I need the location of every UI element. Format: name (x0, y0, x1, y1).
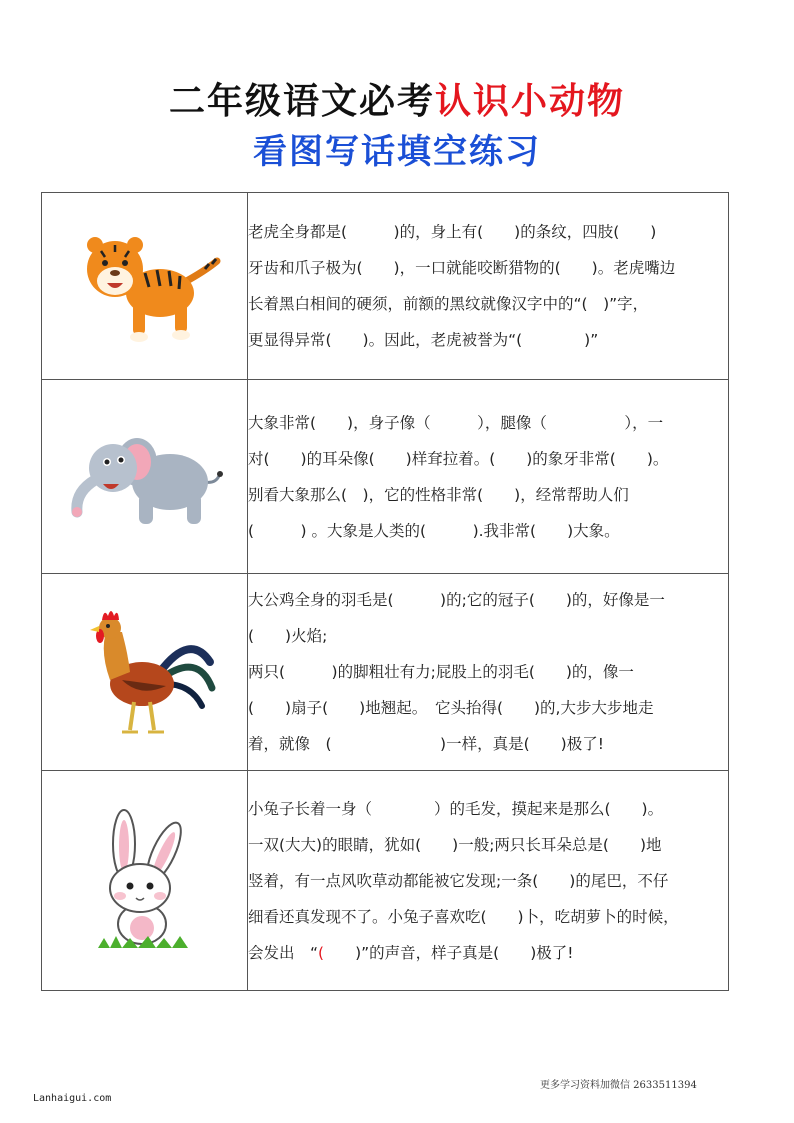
exercise-table (41, 192, 729, 991)
text-line: 竖着，有一点风吹草动都能被它发现;一条( )的尾巴，不仔 (248, 871, 669, 890)
text-line: 牙齿和爪子极为( )，一口就能咬断猎物的( )。老虎嘴边 (248, 259, 676, 277)
footer-site: Lanhaigui.com (33, 1093, 112, 1104)
tiger-picture-cell (42, 193, 248, 380)
elephant-text-cell (248, 380, 729, 574)
text-line: 小兔子长着一身（ ）的毛发，摸起来是那么( )。 (248, 799, 664, 818)
red-paren: ( (318, 943, 325, 962)
title-part-2: 认识小动物 (435, 81, 626, 122)
exercise-row-rooster (42, 574, 729, 771)
exercise-row-rabbit (42, 771, 729, 991)
footer-wechat-note: 更多学习资料加微信 2633511394 (540, 1080, 697, 1091)
text-line: 别看大象那么( )，它的性格非常( )，经常帮助人们 (248, 485, 629, 504)
text-segment: 会发出 “ (248, 943, 319, 962)
text-line (248, 935, 728, 971)
exercise-row-elephant (42, 380, 729, 574)
page-title (0, 80, 794, 124)
text-line: 老虎全身都是( )的，身上有( )的条纹，四肢( ) (248, 223, 657, 241)
text-line: ( )扇子( )地翘起。 它头抬得( )的,大步大步地走 (248, 699, 654, 717)
text-line: ( ) 。大象是人类的( ).我非常( )大象。 (248, 521, 620, 540)
page-subtitle: 看图写话填空练习 (253, 132, 541, 172)
text-line: 两只( )的脚粗壮有力;屁股上的羽毛( )的，像一 (248, 663, 634, 681)
text-line: 一双(大大)的眼睛，犹如( )一般;两只长耳朵总是( )地 (248, 835, 662, 854)
text-line: 大象非常( )，身子像（ ），腿像（ ），一 (248, 413, 664, 432)
text-line: 大公鸡全身的羽毛是( )的;它的冠子( )的，好像是一 (248, 591, 665, 609)
text-line: ( )火焰; (248, 627, 328, 645)
tiger-icon (65, 221, 225, 351)
text-line: 对( )的耳朵像( )样耷拉着。( )的象牙非常( )。 (248, 449, 669, 468)
rabbit-picture-cell (42, 771, 248, 991)
elephant-icon (65, 422, 225, 532)
text-line: 长着黑白相间的硬须，前额的黑纹就像汉字中的“( )”字， (248, 295, 649, 313)
text-line: 细看还真发现不了。小兔子喜欢吃( )卜，吃胡萝卜的时候， (248, 907, 679, 926)
rooster-text-cell (248, 574, 729, 771)
text-line: 更显得异常( )。因此，老虎被誉为“( )” (248, 331, 599, 349)
text-line: 着，就像 ( )一样，真是( )极了! (248, 735, 604, 753)
text-segment: )”的声音，样子真是( )极了! (324, 943, 574, 962)
rabbit-text-cell (248, 771, 729, 991)
tiger-text-cell (248, 193, 729, 380)
elephant-picture-cell (42, 380, 248, 574)
rooster-picture-cell (42, 574, 248, 771)
rabbit-icon (90, 806, 200, 956)
title-part-1: 二年级语文必考 (168, 81, 435, 122)
exercise-row-tiger (42, 193, 729, 380)
rooster-icon (70, 602, 220, 742)
